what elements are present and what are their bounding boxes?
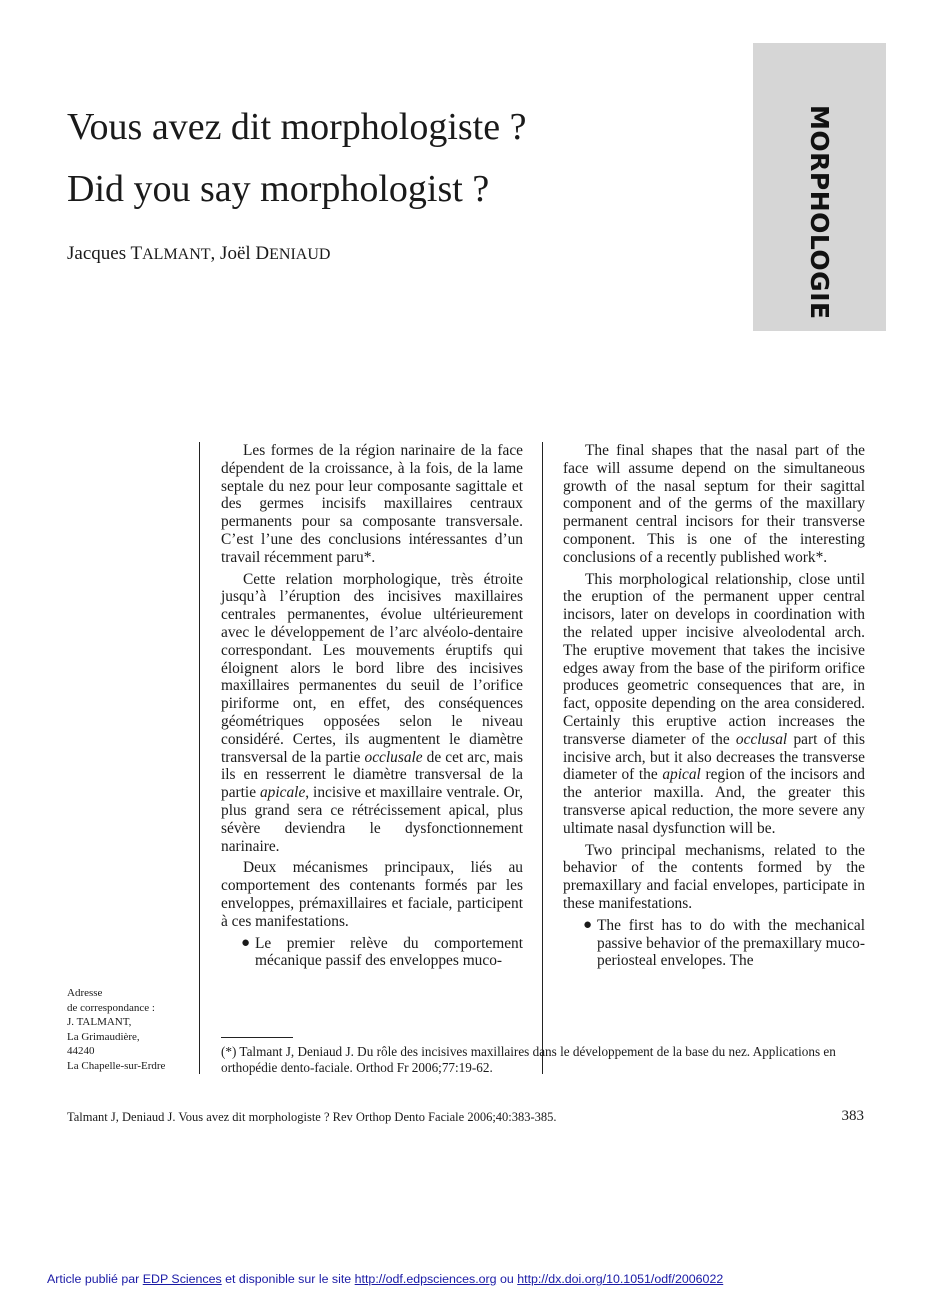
edp-sciences-link[interactable]: EDP Sciences [142, 1272, 222, 1286]
journal-site-link[interactable]: http://odf.edpsciences.org [354, 1272, 497, 1286]
french-bullet-item [221, 935, 523, 971]
publisher-or: ou [496, 1272, 518, 1286]
english-p2-text-a: This morphological relationship, close until the eruption of the permanent upper central incisors, later on develops in coordination with the related upper incisive alveolodental arch. The eruptive movement that takes the incisive edges away from the base of the piriform orifice produces geometric consequences that are, in fact, opposite depending on the area considered. Certainly this eruptive action increases the transverse diameter of the [563, 570, 865, 748]
french-paragraph-2 [221, 571, 523, 856]
french-paragraph-3: Deux mécanismes principaux, liés au comportement des contenants formés par les enveloppes, prémaxillaires et faciale, participent à ces manifestations. [221, 859, 523, 930]
bullet-icon: ● [583, 916, 593, 933]
section-label: MORPHOLOGIE [805, 105, 834, 320]
footnote: (*) Talmant J, Deniaud J. Du rôle des incisives maxillaires dans le développement de la base du nez. Applications en orthopédie dento-faciale. Orthod Fr 2006;77:19-62. [221, 1044, 836, 1075]
address-line: Adresse [67, 987, 103, 999]
author-list [67, 243, 330, 265]
address-line: J. TALMANT, [67, 1016, 132, 1028]
english-p2-emphasis-2: apical [662, 766, 701, 784]
english-paragraph-3: Two principal mechanisms, related to the behavior of the contents formed by the premaxillary and facial envelopes, participate in these manifestations. [563, 841, 865, 912]
french-p2-text-b: de cet arc, mais ils en resserrent le diamètre transversal de la partie [221, 748, 523, 802]
english-p2-text-b: part of this incisive arch, but it also decreases the transverse diameter of the [563, 730, 865, 784]
english-bullet-text: The first has to do with the mechanical passive behavior of the premaxillary muco-periosteal envelopes. The [597, 916, 865, 970]
french-p2-text-a: Cette relation morphologique, très étroite jusqu’à l’éruption des incisives maxillaires centrales permanentes, évolue ultérieurement avec le développement de l’arc alvéolo-dentaire correspondant. Les mouvements éruptifs qui éloignent alors le bord libre des incisives maxillaires permanentes du seuil de l’orifice piriforme ont, en effet, des conséquences géométriques opposées selon le niveau considéré. Certes, ils augmentent le diamètre transversal de la partie [221, 570, 523, 766]
title-french: Vous avez dit morphologiste ? [67, 106, 527, 148]
french-paragraph-1: Les formes de la région narinaire de la face dépendent de la croissance, à la fois, de la lame septale du nez pour leur composante sagittale et des germes incisifs maxillaires centraux permanents pour sa composante transversale. C’est l’une des conclusions intéressantes d’un travail récemment paru*. [221, 442, 523, 566]
french-column [221, 442, 523, 974]
address-line: La Chapelle-sur-Erdre [67, 1059, 166, 1072]
english-paragraph-1: The final shapes that the nasal part of the face will assume depend on the simultaneous growth of the nasal septum for their sagittal component and of the germs of the maxillary permanent central incisors for their transverse component. This is one of the interesting conclusions of a recently published work*. [563, 442, 865, 566]
citation-footer: Talmant J, Deniaud J. Vous avez dit morphologiste ? Rev Orthop Dento Faciale 2006;40:383-385. [67, 1110, 557, 1124]
column-divider-middle [542, 442, 543, 1074]
french-p2-emphasis-1: occlusale [364, 748, 423, 766]
french-p2-emphasis-2: apicale [259, 784, 306, 802]
french-p2-text-c: , incisive et maxillaire ventrale. Or, plus grand sera ce rétrécissement apical, plus sévère deviendra le dysfonctionnement narinaire. [221, 784, 523, 855]
author2-last-initial: D [255, 243, 270, 264]
english-paragraph-2 [563, 571, 865, 838]
publisher-middle: et disponible sur le site [221, 1272, 355, 1286]
page-number: 383 [841, 1108, 864, 1124]
author-last-initial: T [130, 243, 143, 264]
footnote-divider [221, 1037, 293, 1038]
address-line: 44240 [67, 1045, 95, 1057]
address-line: La Grimaudière, [67, 1030, 140, 1043]
column-divider-left [199, 442, 200, 1074]
title-english: Did you say morphologist ? [67, 168, 490, 210]
section-sidebar [753, 43, 886, 331]
author-separator: , Joël [210, 243, 256, 264]
publisher-notice [47, 1272, 723, 1286]
english-column [563, 442, 865, 974]
correspondence-address [67, 986, 165, 1073]
english-bullet-item [563, 917, 865, 970]
french-bullet-text: Le premier relève du comportement mécanique passif des enveloppes muco- [255, 934, 523, 970]
author-last-rest: ALMANT [142, 246, 211, 263]
english-p2-text-c: region of the incisors and the anterior maxilla. And, the greater this transverse apical reduction, the more severe any ultimate nasal dysfunction will be. [563, 766, 865, 837]
address-line: de correspondance : [67, 1001, 155, 1014]
author2-last-rest: ENIAUD [269, 246, 331, 263]
author-first-name: Jacques [67, 243, 131, 264]
english-p2-emphasis-1: occlusal [735, 730, 788, 748]
publisher-prefix: Article publié par [47, 1272, 143, 1286]
bullet-icon: ● [241, 934, 251, 951]
doi-link[interactable]: http://dx.doi.org/10.1051/odf/2006022 [517, 1272, 724, 1286]
